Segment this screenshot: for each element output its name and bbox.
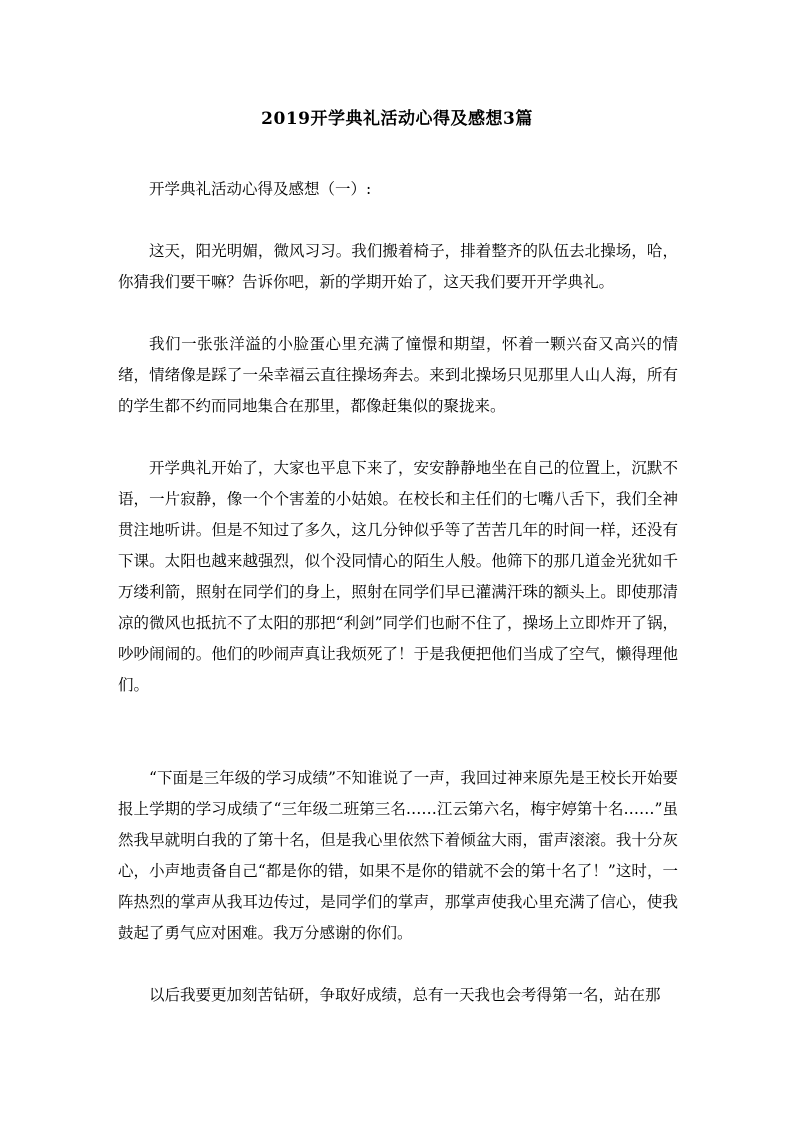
paragraph-4: “下面是三年级的学习成绩”不知谁说了一声，我回过神来原先是王校长开始要报上学期的学习成绩了“三年级二班第三名……江云第六名，梅宇婷第十名……”虽然我早就明白我的了第十名，但是我心里依然下着倾盆大雨，雷声滚滚。我十分灰心，小声地责备自己“都是你的错，如果不是你的错就不会的第十名了！”这时，一阵热烈的掌声从我耳边传过，是同学们的掌声，那掌声使我心里充满了信心，使我鼓起了勇气应对困难。我万分感谢的你们。 xyxy=(118,769,678,942)
paragraph-2: 我们一张张洋溢的小脸蛋心里充满了憧憬和期望，怀着一颗兴奋又高兴的情绪，情绪像是踩了一朵幸福云直往操场奔去。来到北操场只见那里人山人海，所有的学生都不约而同地集合在那里，都像赶集似的聚拢来。 xyxy=(118,335,678,415)
document-body xyxy=(118,174,678,1042)
document-title: 2019开学典礼活动心得及感想3篇 xyxy=(261,109,533,129)
paragraph-5: 以后我要更加刻苦钻研，争取好成绩，总有一天我也会考得第一名，站在那 xyxy=(149,986,661,1004)
section-subtitle: 开学典礼活动心得及感想（一）: xyxy=(149,180,372,198)
paragraph-3: 开学典礼开始了，大家也平息下来了，安安静静地坐在自己的位置上，沉默不语，一片寂静，像一个个害羞的小姑娘。在校长和主任们的七嘴八舌下，我们全神贯注地听讲。但是不知过了多久，这几分钟似乎等了苦苦几年的时间一样，还没有下课。太阳也越来越强烈，似个没同情心的陌生人般。他筛下的那几道金光犹如千万缕利箭，照射在同学们的身上，照射在同学们早已灌满汗珠的额头上。即使那清凉的微风也抵抗不了太阳的那把“利剑”同学们也耐不住了，操场上立即炸开了锅，吵吵闹闹的。他们的吵闹声真让我烦死了！于是我便把他们当成了空气，懒得理他们。 xyxy=(118,459,678,694)
paragraph-1: 这天，阳光明媚，微风习习。我们搬着椅子，排着整齐的队伍去北操场，哈，你猜我们要干嘛？告诉你吧，新的学期开始了，这天我们要开开学典礼。 xyxy=(118,242,678,291)
